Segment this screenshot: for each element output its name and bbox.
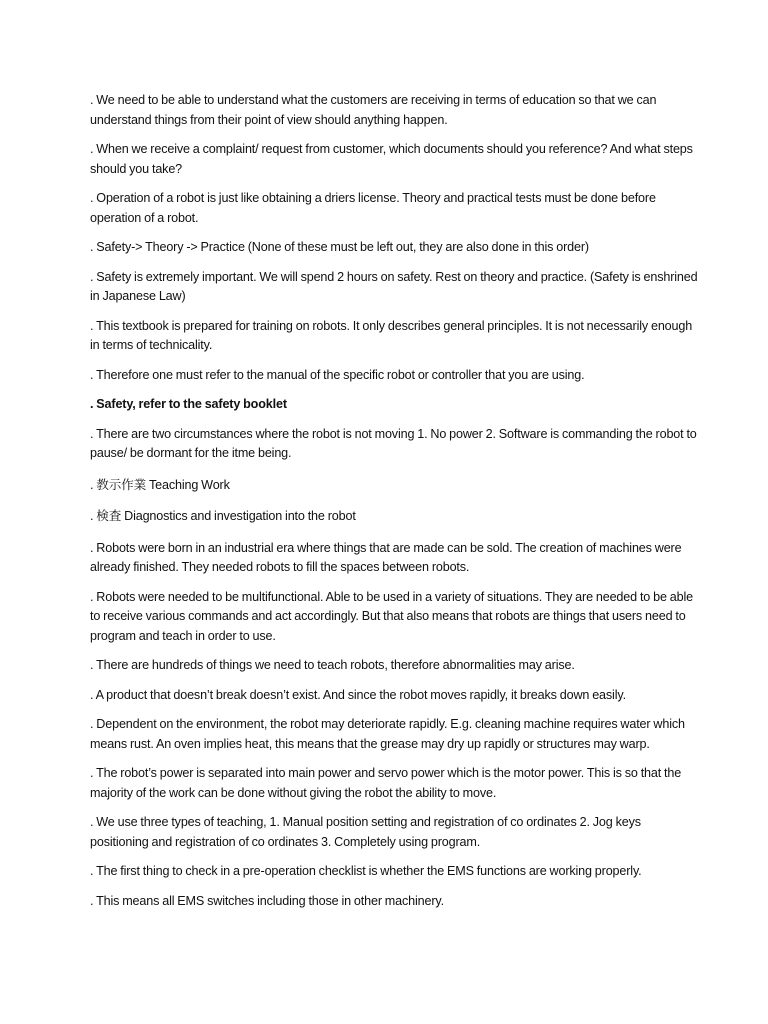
paragraph-safety-order: . Safety-> Theory -> Practice (None of these must be left out, they are also done in this order) — [90, 240, 589, 254]
paragraph-safety-booklet: . Safety, refer to the safety booklet — [90, 397, 287, 411]
paragraph-environment: . Dependent on the environment, the robot may deteriorate rapidly. E.g. cleaning machine requires water which means rust. An oven implies heat, this means that the grease may dry up rapidly or structures may warp. — [90, 717, 685, 751]
paragraph-teaching-types: . We use three types of teaching, 1. Manual position setting and registration of co ordinates 2. Jog keys positioning and registration of co ordinates 3. Completely using program. — [90, 815, 641, 849]
paragraph-abnormalities: . There are hundreds of things we need to teach robots, therefore abnormalities may arise. — [90, 658, 575, 672]
paragraph-textbook-scope: . This textbook is prepared for training on robots. It only describes general principles. It is not necessarily enough in terms of technicality. — [90, 318, 693, 352]
paragraph-robot-license: . Operation of a robot is just like obtaining a driers license. Theory and practical tests must be done before operation of a robot. — [90, 191, 656, 225]
paragraph-refer-manual: . Therefore one must refer to the manual of the specific robot or controller that you are using. — [90, 367, 585, 382]
paragraph-power-separation: . The robot’s power is separated into main power and servo power which is the motor power. This is so that the majority of the work can be done without giving the robot the ability to move. — [90, 766, 682, 800]
paragraph-multifunctional: . Robots were needed to be multifunctional. Able to be used in a variety of situations. They are needed to be able to receive various commands and act accordingly. But that also means that robots are things that users need to program and teach in order to use. — [90, 589, 693, 643]
paragraph-ems-check: . The first thing to check in a pre-operation checklist is whether the EMS functions are working properly. — [90, 864, 642, 878]
paragraph-diagnostics: . 検査 Diagnostics and investigation into the robot — [90, 509, 356, 523]
paragraph-robot-not-moving: . There are two circumstances where the robot is not moving 1. No power 2. Software is commanding the robot to pause/ be dormant for the itme being. — [90, 426, 697, 460]
paragraph-teaching-work: . 教示作業 Teaching Work — [90, 477, 230, 492]
paragraph-industrial-era: . Robots were born in an industrial era where things that are made can be sold. The creation of machines were already finished. They needed robots to fill the spaces between robots. — [90, 540, 682, 574]
paragraph-safety-importance: . Safety is extremely important. We will spend 2 hours on safety. Rest on theory and practice. (Safety is enshrined in Japanese Law) — [90, 269, 698, 303]
paragraph-breaks-down: . A product that doesn’t break doesn’t exist. And since the robot moves rapidly, it breaks down easily. — [90, 687, 626, 702]
paragraph-complaint-documents: . When we receive a complaint/ request from customer, which documents should you reference? And what steps should you take? — [90, 142, 693, 176]
paragraph-customer-education: . We need to be able to understand what the customers are receiving in terms of education so that we can understand things from their point of view should anything happen. — [90, 93, 657, 127]
paragraph-ems-switches: . This means all EMS switches including those in other machinery. — [90, 893, 444, 908]
